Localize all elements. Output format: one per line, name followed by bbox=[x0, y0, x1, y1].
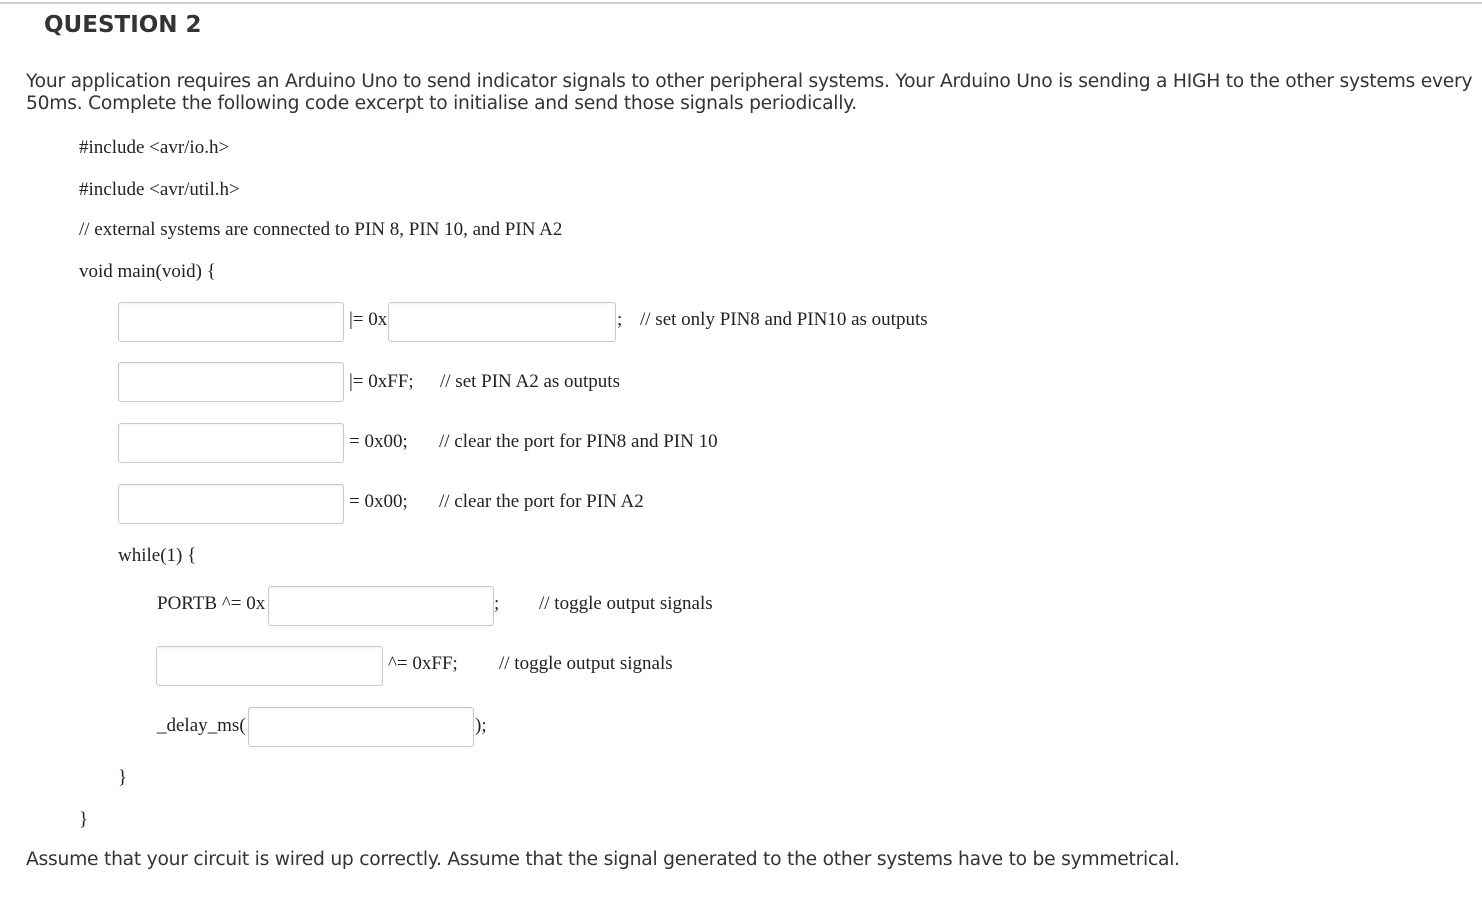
code-delay-suffix: ); bbox=[475, 715, 487, 736]
answer-blank-3[interactable] bbox=[118, 362, 344, 402]
code-loop1-prefix: PORTB ^= 0x bbox=[157, 593, 266, 614]
code-line1-op: |= 0x bbox=[349, 309, 388, 330]
answer-blank-6[interactable] bbox=[268, 586, 494, 626]
code-line1-semicolon: ; bbox=[617, 309, 623, 330]
code-line3-comment: // clear the port for PIN8 and PIN 10 bbox=[439, 431, 718, 452]
answer-blank-4[interactable] bbox=[118, 423, 344, 463]
code-loop2-comment: // toggle output signals bbox=[499, 653, 673, 674]
code-delay-prefix: _delay_ms( bbox=[157, 715, 246, 736]
question-prompt-line-1: Your application requires an Arduino Uno to send indicator signals to other peripheral systems. Your Arduino Uno is sending a HIGH to the other systems every bbox=[26, 71, 1473, 92]
code-main-open: void main(void) { bbox=[79, 261, 216, 282]
answer-blank-5[interactable] bbox=[118, 484, 344, 524]
top-divider bbox=[0, 2, 1482, 4]
code-line4-comment: // clear the port for PIN A2 bbox=[439, 491, 644, 512]
code-loop1-comment: // toggle output signals bbox=[539, 593, 713, 614]
code-line3-op: = 0x00; bbox=[349, 431, 408, 452]
code-while-close: } bbox=[118, 767, 128, 788]
code-while-open: while(1) { bbox=[118, 545, 197, 566]
question-footer-note: Assume that your circuit is wired up correctly. Assume that the signal generated to the other systems have to be symmetrical. bbox=[26, 849, 1180, 870]
answer-blank-8[interactable] bbox=[248, 707, 474, 747]
code-loop2-op: ^= 0xFF; bbox=[388, 653, 458, 674]
code-line4-op: = 0x00; bbox=[349, 491, 408, 512]
question-prompt-line-2: 50ms. Complete the following code excerpt to initialise and send those signals periodically. bbox=[26, 93, 857, 114]
code-line2-comment: // set PIN A2 as outputs bbox=[440, 371, 620, 392]
code-line1-comment: // set only PIN8 and PIN10 as outputs bbox=[640, 309, 928, 330]
code-loop1-semicolon: ; bbox=[494, 593, 500, 614]
answer-blank-7[interactable] bbox=[156, 646, 383, 686]
question-title: QUESTION 2 bbox=[44, 12, 202, 38]
code-main-close: } bbox=[79, 809, 89, 830]
code-comment-pins: // external systems are connected to PIN 8, PIN 10, and PIN A2 bbox=[79, 219, 563, 240]
answer-blank-2[interactable] bbox=[388, 302, 616, 342]
code-include-util: #include <avr/util.h> bbox=[79, 179, 240, 200]
code-include-io: #include <avr/io.h> bbox=[79, 137, 230, 158]
answer-blank-1[interactable] bbox=[118, 302, 344, 342]
code-line2-op: |= 0xFF; bbox=[349, 371, 414, 392]
